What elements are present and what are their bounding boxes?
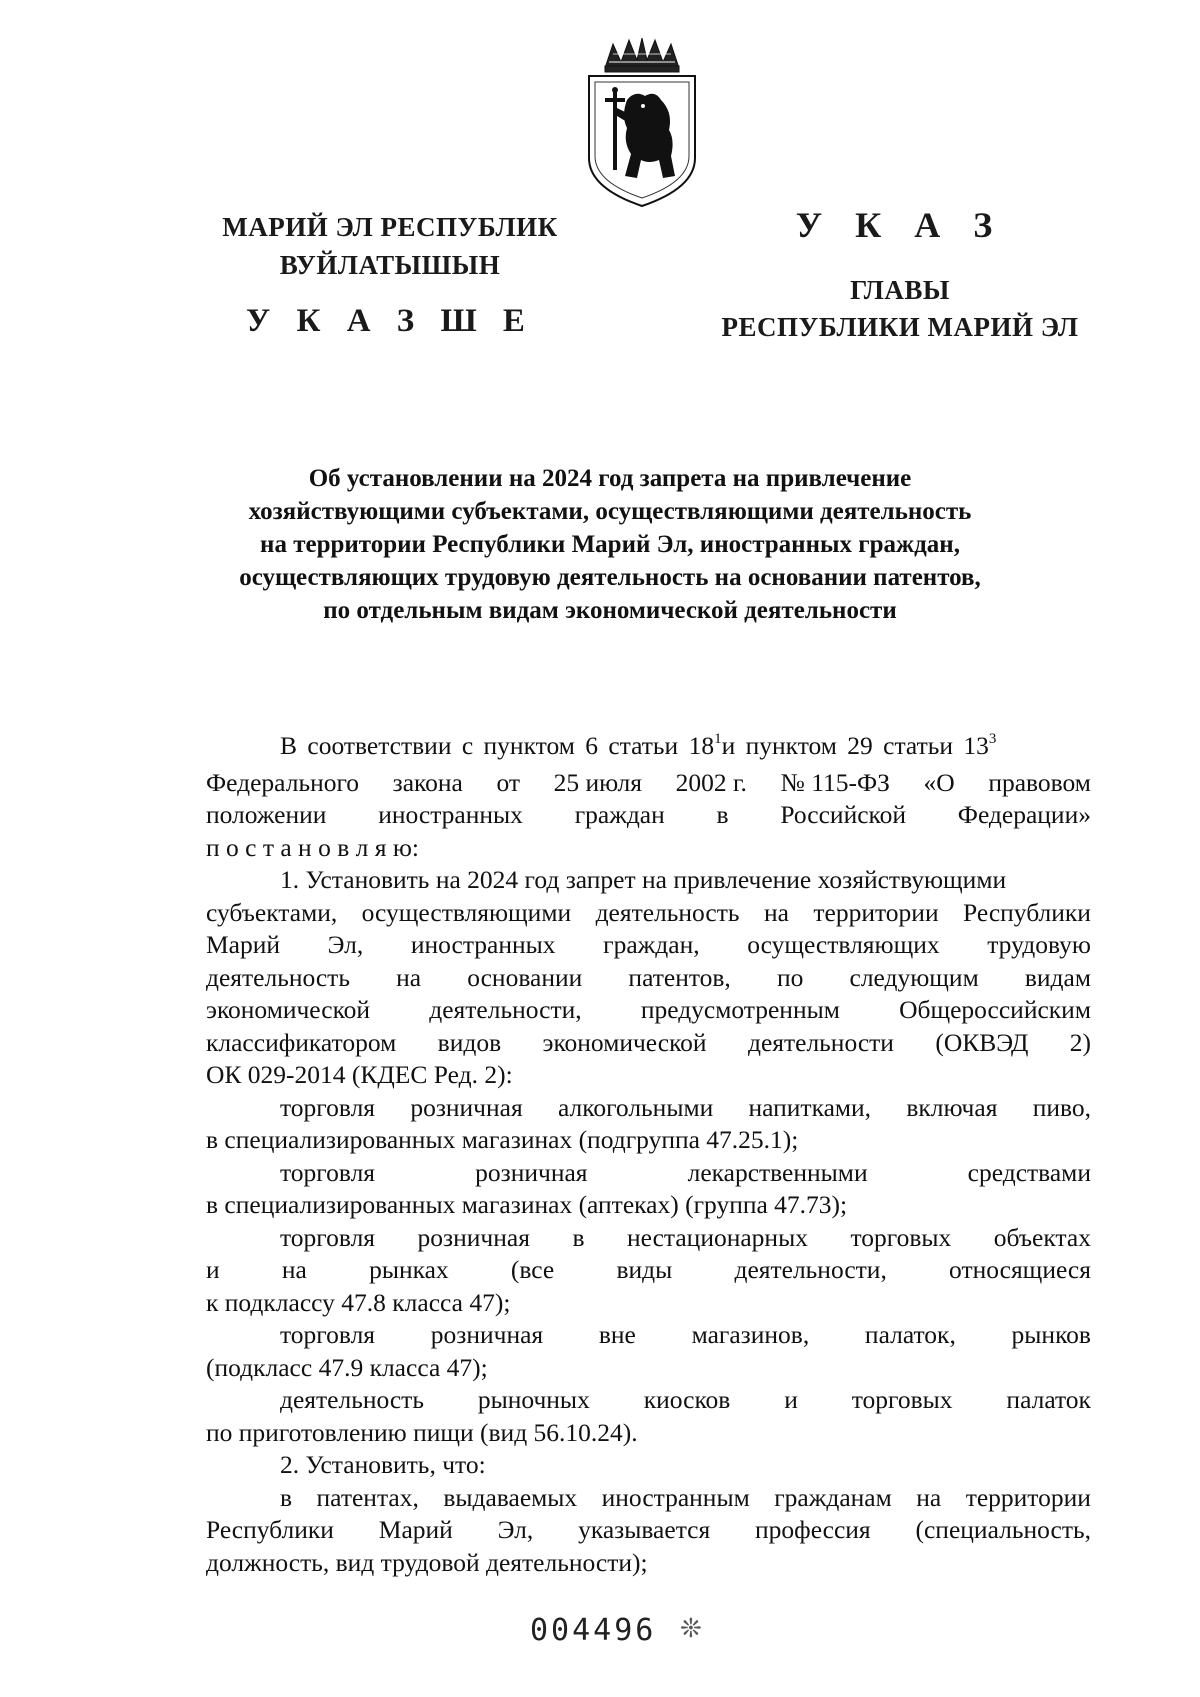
word: классификатором <box>206 1027 397 1057</box>
word: гражданам <box>774 1482 892 1512</box>
document-title <box>180 462 1040 627</box>
word: на <box>396 962 422 992</box>
word: видов <box>437 1027 502 1057</box>
word: на <box>763 897 789 927</box>
word: палаток, <box>864 1320 956 1349</box>
word: торговля <box>280 1320 376 1349</box>
list-item-line <box>206 1254 1091 1287</box>
word: территории <box>813 897 939 927</box>
word: № 115-ФЗ <box>780 767 890 797</box>
word: Республики <box>963 897 1091 927</box>
body-line: ОК 029-2014 (КДЕС Ред. 2): <box>206 1060 513 1089</box>
word: патентов, <box>628 962 731 992</box>
word: алкогольными <box>557 1092 714 1122</box>
word: рыночных <box>477 1385 590 1414</box>
body-line <box>206 1027 1091 1060</box>
coat-of-arms-bear-icon <box>583 38 701 208</box>
header-right-line2: ГЛАВЫ <box>850 275 950 305</box>
word: на <box>281 1255 307 1284</box>
serial-number: 004496 <box>530 1613 657 1648</box>
word: торговых <box>850 1222 952 1252</box>
body-line <box>206 799 1091 832</box>
word: 2) <box>1069 1027 1091 1057</box>
word: розничная <box>417 1222 530 1252</box>
list-item-line <box>206 1319 1091 1352</box>
title-line: по отдельным видам экономической деятельности <box>323 597 897 624</box>
body-line: 2. Установить, что: <box>280 1450 486 1479</box>
word: в <box>716 800 729 829</box>
header-left-line3: У К А З Ш Е <box>246 303 534 339</box>
body-line <box>206 1514 1091 1547</box>
word: виды <box>616 1255 673 1284</box>
preamble-text: В соответствии с пунктом 6 статьи 18 <box>280 731 715 760</box>
body-line <box>206 730 1091 767</box>
body-line <box>206 767 1091 800</box>
word: экономической <box>206 995 371 1024</box>
word: деятельности, <box>734 1255 887 1284</box>
body-line: должность, вид трудовой деятельности); <box>206 1547 648 1577</box>
preamble-text: и пунктом 29 статьи 13 <box>721 731 989 760</box>
word: патентах, <box>316 1482 419 1512</box>
word: экономической <box>542 1027 707 1057</box>
word: следующим <box>849 962 979 992</box>
word: основании <box>467 962 583 992</box>
word: Марий <box>378 1515 453 1544</box>
word: Общероссийским <box>899 995 1091 1024</box>
word: в <box>572 1222 585 1252</box>
word: 25 июля <box>553 767 642 797</box>
word: по <box>776 962 804 992</box>
word: объектах <box>993 1222 1091 1252</box>
word: (специальность, <box>915 1515 1091 1544</box>
word: торговля <box>280 1157 376 1187</box>
word: торговля <box>280 1222 376 1252</box>
word: Федерального <box>206 767 360 797</box>
list-item-line: в специализированных магазинах (подгруппа 47.25.1); <box>206 1125 799 1154</box>
title-line: хозяйствующими субъектами, осуществляющими деятельность <box>248 498 972 525</box>
stamp-mark-icon: ❊ <box>680 1614 702 1643</box>
list-item-line: в специализированных магазинах (аптеках) (группа 47.73); <box>206 1190 848 1219</box>
document-body <box>206 730 1091 1579</box>
title-line: Об установлении на 2024 год запрета на привлечение <box>308 465 912 492</box>
body-line <box>206 897 1091 930</box>
word: напитками, <box>748 1092 872 1122</box>
word: торговля <box>280 1092 376 1122</box>
word: деятельности, <box>429 995 582 1024</box>
word: в <box>280 1482 293 1512</box>
word: положении <box>206 800 327 829</box>
body-line <box>206 929 1091 962</box>
body-line <box>206 994 1091 1027</box>
word: профессия <box>755 1515 871 1544</box>
word: розничная <box>475 1157 588 1187</box>
word: нестационарных <box>626 1222 808 1252</box>
word: и <box>784 1385 798 1414</box>
word: относящиеся <box>949 1255 1091 1284</box>
header-right-line1: У К А З <box>795 205 1005 245</box>
word: розничная <box>430 1320 544 1349</box>
word: Федерации» <box>957 800 1091 829</box>
word: рынков <box>1011 1320 1091 1349</box>
word: правовом <box>988 767 1091 797</box>
word: граждан <box>574 800 665 829</box>
word: (все <box>510 1255 555 1284</box>
list-item-line <box>206 1222 1091 1255</box>
word: и <box>206 1255 220 1284</box>
list-item-line <box>206 1092 1091 1125</box>
word: лекарственными <box>687 1157 868 1187</box>
word: видам <box>1024 962 1091 992</box>
title-line: на территории Республики Марий Эл, иностранных граждан, <box>260 531 960 558</box>
word: палаток <box>1006 1385 1091 1414</box>
list-item-line: по приготовлению пищи (вид 56.10.24). <box>206 1417 638 1447</box>
word: магазинов, <box>691 1320 810 1349</box>
list-item-line <box>206 1384 1091 1417</box>
word: от <box>496 767 520 797</box>
word: киосков <box>643 1385 731 1414</box>
word: трудовую <box>987 930 1091 959</box>
word: на <box>916 1482 942 1512</box>
list-item-line <box>206 1157 1091 1190</box>
word: субъектами, <box>206 897 338 927</box>
body-line <box>206 1482 1091 1515</box>
word: розничная <box>410 1092 523 1122</box>
word: (ОКВЭД <box>935 1027 1029 1057</box>
body-line: п о с т а н о в л я ю: <box>206 832 419 862</box>
word: осуществляющими <box>361 897 572 927</box>
word: территории <box>965 1482 1091 1512</box>
word: указывается <box>578 1515 711 1544</box>
list-item-line: (подкласс 47.9 класса 47); <box>206 1352 488 1382</box>
superscript: 3 <box>988 731 997 747</box>
word: вне <box>598 1320 636 1349</box>
word: торговых <box>851 1385 953 1414</box>
word: иностранных <box>410 930 556 959</box>
title-line: осуществляющих трудовую деятельность на основании патентов, <box>239 564 981 591</box>
list-item-line: к подклассу 47.8 класса 47); <box>206 1287 511 1317</box>
word: закона <box>392 767 463 797</box>
word: выдаваемых <box>443 1482 578 1512</box>
word: рынках <box>369 1255 449 1284</box>
word: иностранных <box>378 800 523 829</box>
word: граждан, <box>603 930 700 959</box>
word: деятельность <box>280 1385 424 1414</box>
word: включая <box>906 1092 998 1122</box>
word: Марий <box>206 930 281 959</box>
body-line <box>206 962 1091 995</box>
header-right-line3: РЕСПУБЛИКИ МАРИЙ ЭЛ <box>721 312 1079 342</box>
word: «О <box>923 767 955 797</box>
body-line: 1. Установить на 2024 год запрет на привлечение хозяйствующими <box>280 865 1007 894</box>
word: Республики <box>206 1515 334 1544</box>
word: Эл, <box>497 1515 534 1544</box>
word: деятельности <box>747 1027 894 1057</box>
word: Российской <box>780 800 907 829</box>
word: 2002 г. <box>675 767 747 797</box>
header-left-line1: МАРИЙ ЭЛ РЕСПУБЛИК <box>222 212 558 242</box>
superscript: 1 <box>714 731 722 747</box>
word: осуществляющих <box>747 930 940 959</box>
header-left-line2: ВУЙЛАТЫШЫН <box>279 250 501 280</box>
word: предусмотренным <box>640 995 840 1024</box>
word: иностранным <box>601 1482 750 1512</box>
word: Эл, <box>327 930 364 959</box>
word: деятельность <box>595 897 740 927</box>
word: средствами <box>967 1157 1091 1187</box>
word: пиво, <box>1032 1092 1091 1122</box>
word: деятельность <box>206 962 350 992</box>
